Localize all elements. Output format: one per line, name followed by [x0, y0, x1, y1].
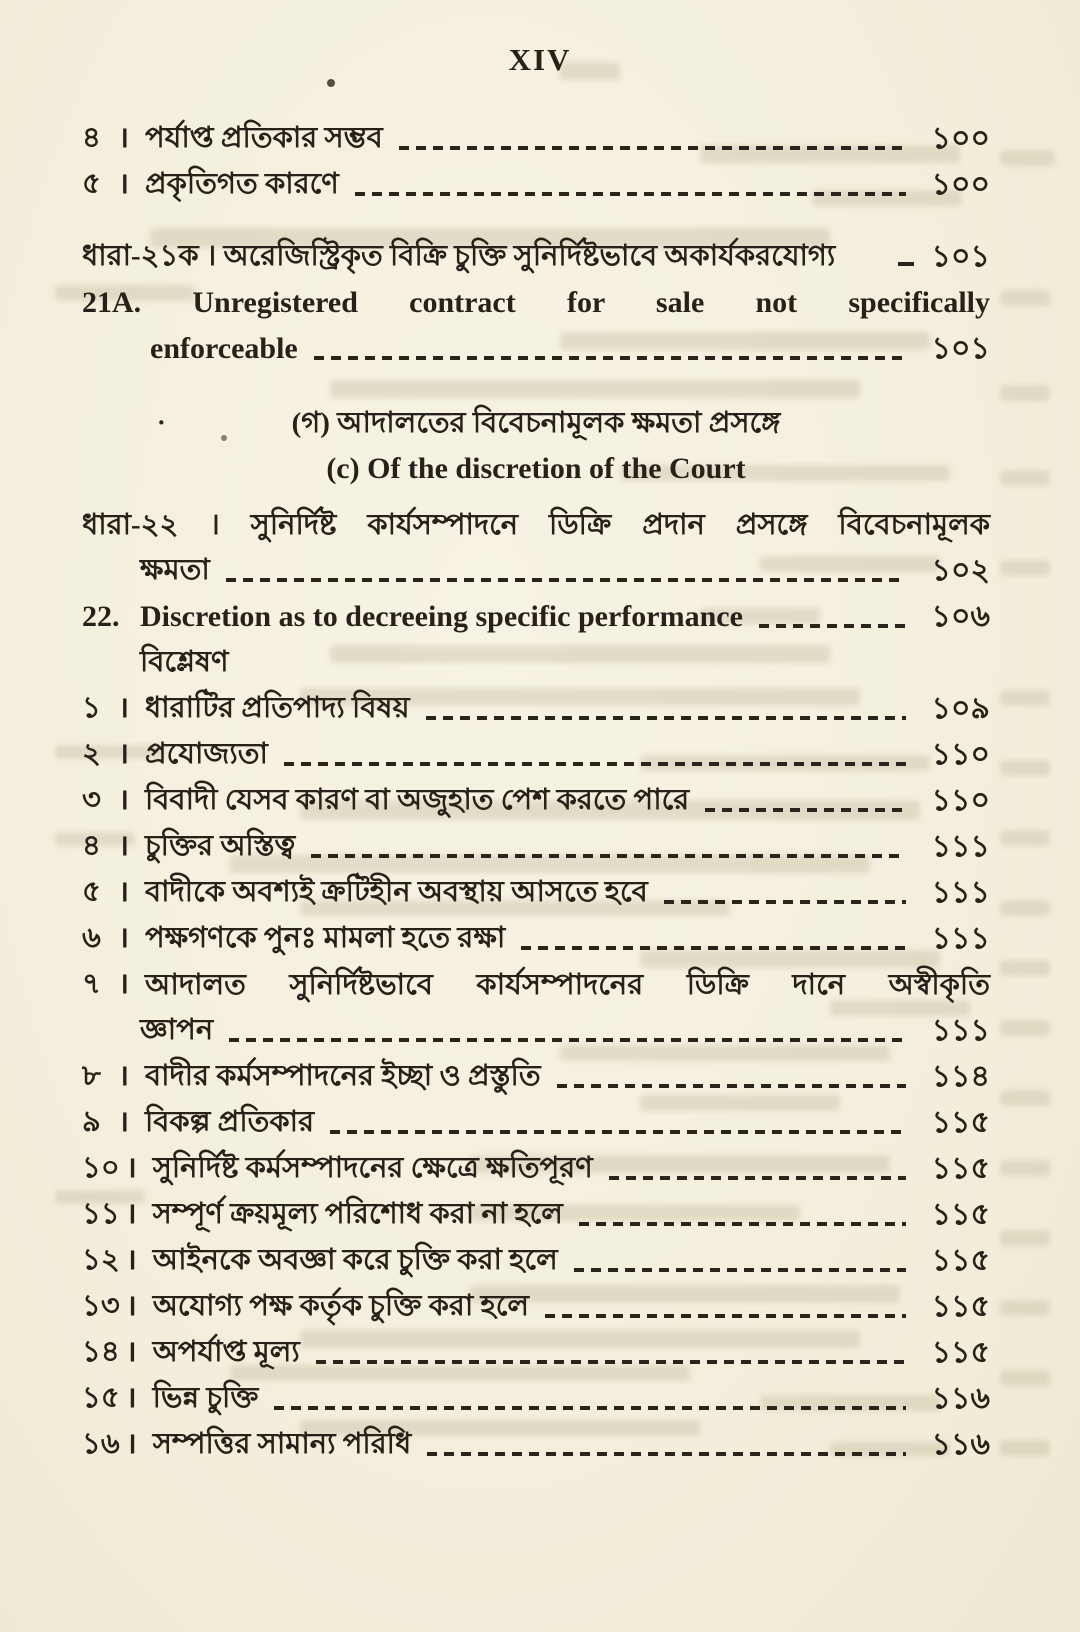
dotted-leader	[226, 578, 906, 582]
dotted-leader	[557, 1084, 906, 1088]
dotted-leader	[609, 1176, 906, 1180]
table-of-contents	[82, 116, 990, 1468]
toc-entry-multiline	[82, 962, 990, 1054]
entry-separator: ।	[125, 1151, 137, 1184]
entry-title: আদালত সুনির্দিষ্টভাবে কার্যসম্পাদনের ডিক্রি দানে অস্বীকৃতি	[145, 969, 990, 1001]
entry-separator: ।	[118, 1059, 129, 1092]
dotted-leader	[545, 1314, 906, 1318]
entry-number: ৫	[82, 167, 101, 200]
entry-page-number: ১০২	[931, 553, 990, 587]
entry-title: প্রযোজ্যতা	[145, 737, 268, 770]
entry-line-1: 21A. Unregistered contract for sale not specifically	[82, 286, 990, 319]
entry-number-group	[82, 1099, 145, 1148]
entry-line-2	[82, 548, 990, 594]
entry-number: ৮	[82, 1059, 101, 1092]
bleed-through-smudge	[1000, 830, 1050, 846]
entry-number-group	[82, 115, 145, 164]
entry-title: সুনির্দিষ্ট কর্মসম্পাদনের ক্ষেত্রে ক্ষতিপূরণ	[152, 1151, 593, 1184]
entry-page-number: ১০১	[931, 239, 990, 273]
toc-entry-multiline	[82, 280, 990, 372]
dotted-leader	[316, 1360, 906, 1364]
ink-speck	[327, 79, 335, 87]
dotted-leader	[284, 762, 906, 766]
entry-number-group	[82, 823, 145, 872]
toc-entry	[82, 686, 990, 732]
entry-page-number: ১১১	[931, 1013, 990, 1047]
entry-separator: ।	[125, 1289, 137, 1322]
dotted-leader	[274, 1406, 906, 1410]
entry-page-number: ১১৫	[931, 1243, 990, 1277]
entry-separator: ।	[118, 967, 129, 1000]
entry-number: ৪	[82, 121, 101, 154]
entry-page-number: ১১০	[931, 783, 990, 817]
entry-title: পক্ষগণকে পুনঃ মামলা হতে রক্ষা	[145, 921, 506, 954]
entry-number-group	[82, 1145, 153, 1194]
entry-page-number: ১১৫	[931, 1289, 990, 1323]
entry-title: ভিন্ন চুক্তি	[152, 1381, 259, 1414]
entry-title: বাদীকে অবশ্যই ক্রটিহীন অবস্থায় আসতে হবে	[145, 875, 648, 908]
entry-page-number: ১১১	[931, 829, 990, 863]
entry-line-1: ধারা-২২ । সুনির্দিষ্ট কার্যসম্পাদনে ডিক্রি প্রদান প্রসঙ্গে বিবেচনামূলক	[82, 509, 990, 541]
subheading-text: বিশ্লেষণ	[140, 645, 229, 678]
toc-entry	[82, 732, 990, 778]
toc-subheading	[82, 640, 990, 686]
entry-number: ১০	[82, 1151, 120, 1184]
entry-number: ১৬	[82, 1427, 120, 1460]
entry-title: চুক্তির অস্তিত্ব	[145, 829, 296, 862]
toc-entry	[82, 824, 990, 870]
entry-title-continued: জ্ঞাপন	[140, 1013, 214, 1046]
bleed-through-smudge	[1000, 1020, 1050, 1036]
entry-separator: ।	[118, 921, 129, 954]
entry-title: বিকল্প প্রতিকার	[145, 1105, 315, 1138]
entry-number: ১৫	[82, 1381, 120, 1414]
bleed-through-smudge	[1000, 1300, 1050, 1316]
entry-page-number: ১০০	[931, 167, 990, 201]
entry-line-2	[82, 326, 990, 372]
dotted-leader	[355, 192, 906, 196]
entry-number-group	[82, 1329, 153, 1378]
entry-number: ৭	[82, 967, 101, 1000]
entry-page-number: ১১৬	[931, 1427, 990, 1461]
entry-number: ৯	[82, 1105, 101, 1138]
entry-title: সম্পত্তির সামান্য পরিধি	[152, 1427, 412, 1460]
entry-title: আইনকে অবজ্ঞা করে চুক্তি করা হলে	[152, 1243, 558, 1276]
entry-number: ১৩	[82, 1289, 120, 1322]
bleed-through-smudge	[1000, 1230, 1050, 1246]
entry-number-group	[82, 1421, 153, 1470]
centered-section-heading	[82, 446, 990, 492]
entry-page-number: ১১১	[931, 921, 990, 955]
entry-number-group	[82, 961, 145, 1010]
toc-section-heading	[82, 234, 990, 280]
entry-separator: ।	[125, 1381, 137, 1414]
entry-title: পর্যাপ্ত প্রতিকার সম্ভব	[145, 121, 383, 154]
entry-title-continued: ক্ষমতা	[140, 553, 210, 586]
toc-entry	[82, 778, 990, 824]
toc-entry	[82, 1330, 990, 1376]
entry-page-number: ১০১	[931, 331, 990, 365]
entry-separator: ।	[118, 829, 129, 862]
entry-title-continued: enforceable	[150, 332, 298, 365]
entry-number: ১৪	[82, 1335, 120, 1368]
entry-page-number: ১১১	[931, 875, 990, 909]
toc-entry	[82, 1054, 990, 1100]
entry-title: Discretion as to decreeing specific performance	[140, 600, 743, 633]
entry-title: সম্পূর্ণ ক্রয়মূল্য পরিশোধ করা না হলে	[152, 1197, 563, 1230]
bleed-through-smudge	[1000, 760, 1050, 776]
bleed-through-smudge	[1000, 1370, 1050, 1386]
bleed-through-smudge	[1000, 150, 1055, 166]
toc-entry	[82, 594, 990, 640]
bleed-through-smudge	[1000, 470, 1050, 486]
dotted-leader	[705, 808, 906, 812]
toc-entry	[82, 116, 990, 162]
entry-number-group	[82, 1283, 153, 1332]
entry-page-number: ১০৬	[931, 599, 990, 633]
dotted-leader	[314, 356, 906, 360]
entry-page-number: ১১৪	[931, 1059, 990, 1093]
dotted-leader	[399, 146, 906, 150]
bleed-through-smudge	[1000, 900, 1050, 916]
toc-entry	[82, 1238, 990, 1284]
entry-separator: ।	[125, 1335, 137, 1368]
entry-number-group	[82, 777, 145, 826]
entry-number: ৩	[82, 783, 101, 816]
entry-number-group	[82, 161, 145, 210]
bleed-through-smudge	[1000, 1160, 1050, 1176]
dotted-leader	[426, 716, 906, 720]
toc-entry	[82, 1376, 990, 1422]
heading-text: (গ) আদালতের বিবেচনামূলক ক্ষমতা প্রসঙ্গে	[291, 407, 781, 439]
heading-text: (c) Of the discretion of the Court	[326, 452, 746, 485]
entry-page-number: ১০৯	[931, 691, 990, 725]
entry-separator: ।	[125, 1243, 137, 1276]
toc-entry	[82, 916, 990, 962]
entry-separator: ।	[118, 167, 129, 200]
dash-leader	[898, 262, 914, 266]
entry-number-group	[82, 869, 145, 918]
entry-number: 22.	[82, 600, 120, 633]
entry-number: ১২	[82, 1243, 120, 1276]
entry-number: ২	[82, 737, 101, 770]
entry-number: ৫	[82, 875, 101, 908]
entry-separator: ।	[118, 875, 129, 908]
entry-number-group	[82, 1053, 145, 1102]
toc-entry	[82, 1146, 990, 1192]
bleed-through-smudge	[1000, 690, 1050, 706]
toc-entry	[82, 1192, 990, 1238]
bleed-through-smudge	[1000, 1440, 1050, 1456]
dotted-leader	[330, 1130, 906, 1134]
entry-number: ১	[82, 691, 101, 724]
entry-page-number: ১১০	[931, 737, 990, 771]
entry-number: ৬	[82, 921, 101, 954]
entry-separator: ।	[118, 691, 129, 724]
dotted-leader	[579, 1222, 906, 1226]
entry-separator: ।	[118, 783, 129, 816]
entry-separator: ।	[118, 121, 129, 154]
entry-line-1	[82, 962, 990, 1008]
entry-title: ধারাটির প্রতিপাদ্য বিষয়	[145, 691, 410, 724]
dotted-leader	[759, 624, 906, 628]
entry-number-group	[82, 915, 145, 964]
toc-entry	[82, 870, 990, 916]
dotted-leader	[574, 1268, 906, 1272]
dotted-leader	[521, 946, 906, 950]
entry-number-group	[82, 731, 145, 780]
entry-page-number: ১১৫	[931, 1197, 990, 1231]
entry-number: ১১	[82, 1197, 120, 1230]
page-roman-numeral: XIV	[508, 42, 572, 77]
toc-entry	[82, 1284, 990, 1330]
entry-separator: ।	[118, 737, 129, 770]
entry-page-number: ১১৫	[931, 1151, 990, 1185]
entry-page-number: ১১৫	[931, 1105, 990, 1139]
dotted-leader	[311, 854, 906, 858]
bleed-through-smudge	[1000, 560, 1050, 576]
bleed-through-smudge	[1000, 960, 1050, 976]
dotted-leader	[664, 900, 906, 904]
entry-number-group	[82, 1237, 153, 1286]
entry-number-group	[82, 685, 145, 734]
entry-number-group	[82, 1375, 153, 1424]
entry-title: বিবাদী যেসব কারণ বা অজুহাত পেশ করতে পারে	[145, 783, 690, 816]
bleed-through-smudge	[1000, 1090, 1050, 1106]
entry-separator: ।	[118, 1105, 129, 1138]
entry-page-number: ১০০	[931, 121, 990, 155]
toc-entry	[82, 1100, 990, 1146]
entry-separator: ।	[125, 1197, 137, 1230]
dotted-leader	[427, 1452, 906, 1456]
entry-title: অপর্যাপ্ত মূল্য	[152, 1335, 300, 1368]
toc-entry-multiline	[82, 502, 990, 594]
entry-page-number: ১১৬	[931, 1381, 990, 1415]
bullet-mark: ·	[157, 408, 166, 437]
bleed-through-smudge	[1000, 385, 1050, 401]
entry-title: অযোগ্য পক্ষ কর্তৃক চুক্তি করা হলে	[152, 1289, 530, 1322]
toc-entry	[82, 162, 990, 208]
bleed-through-smudge	[1000, 290, 1050, 306]
entry-number-group	[82, 1191, 153, 1240]
centered-section-heading	[82, 400, 990, 446]
entry-title: ধারা-২১ক । অরেজিস্ট্রিকৃত বিক্রি চুক্তি সুনির্দিষ্টভাবে অকার্যকরযোগ্য	[82, 239, 836, 272]
dotted-leader	[229, 1038, 906, 1042]
entry-title: বাদীর কর্মসম্পাদনের ইচ্ছা ও প্রস্তুতি	[145, 1059, 541, 1092]
entry-separator: ।	[125, 1427, 137, 1460]
entry-page-number: ১১৫	[931, 1335, 990, 1369]
entry-title: প্রকৃতিগত কারণে	[145, 167, 339, 200]
toc-entry	[82, 1422, 990, 1468]
entry-line-2	[82, 1008, 990, 1054]
entry-number: ৪	[82, 829, 101, 862]
